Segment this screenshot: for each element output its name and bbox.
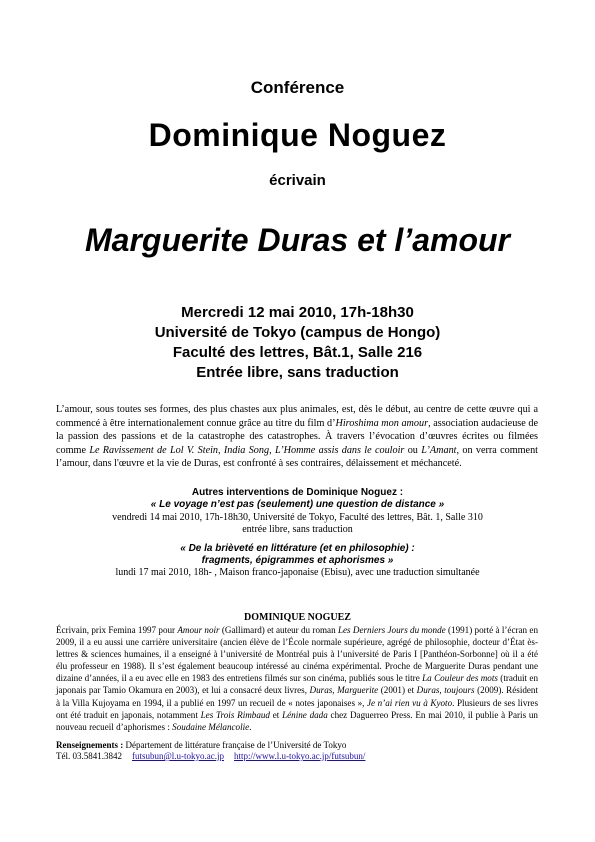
talk1-title: « Le voyage n’est pas (seulement) une question de distance »: [150, 499, 445, 511]
bio-heading: DOMINIQUE NOGUEZ: [244, 612, 351, 623]
website-link[interactable]: http://www.l.u-tokyo.ac.jp/futsubun/: [234, 751, 366, 761]
abstract-separator: ou: [404, 444, 422, 456]
book-title: Duras, Marguerite: [309, 685, 379, 696]
talk1-admission: entrée libre, sans traduction: [242, 524, 353, 536]
bio-text: Écrivain, prix Femina 1997 pour: [56, 625, 178, 635]
book-title: Les Derniers Jours du monde: [337, 625, 446, 635]
abstract-work-title: Le Ravissement de Lol V. Stein: [89, 444, 219, 456]
book-title: Amour noir: [177, 625, 220, 635]
bio-text: chez Daguerreo Press. En mai 2010, il publie à Paris un nouveau recueil d’aphorismes :: [56, 709, 538, 732]
talk2-title-cont: fragments, épigrammes et aphorismes »: [201, 555, 394, 567]
talk2-details: lundi 17 mai 2010, 18h- , Maison franco-japonaise (Ebisu), avec une traduction simultanée: [115, 567, 480, 579]
contact-line: [56, 751, 538, 762]
contact-label: Renseignements :: [56, 740, 124, 750]
abstract-work-title: L’Homme assis dans le couloir: [274, 444, 405, 456]
book-title: Soudaine Mélancolie: [172, 721, 250, 732]
abstract-paragraph: [56, 403, 538, 471]
abstract-work-title: L’Amant: [421, 444, 457, 456]
book-title: Duras, toujours: [416, 685, 475, 696]
bio-text: (Gallimard) et auteur du roman: [219, 625, 338, 635]
abstract-separator: ,: [218, 444, 224, 456]
bio-text: (traduit en japonais par Tamio Okamura en 2003), et lui a consacré deux livres,: [56, 673, 538, 696]
abstract-separator: ,: [269, 444, 275, 456]
book-title: Je n’ai rien vu à Kyoto: [366, 697, 453, 708]
event-date: Mercredi 12 mai 2010, 17h-18h30: [181, 304, 414, 321]
bio-text: et: [269, 709, 283, 720]
abstract-text: L’amour, sous toutes ses formes, des plus chastes aux plus animales, est, dès le début, au centre de cette œuvre qui a commencé à être internationalement connue grâce au titre du film d’: [56, 404, 538, 429]
email-link[interactable]: futsubun@l.u-tokyo.ac.jp: [132, 751, 225, 761]
abstract-text: , on verra comment l’amour, dans l'œuvre et la vie de Duras, est confronté à ses contraires, délaissement et méchanceté.: [56, 444, 539, 470]
speaker-role: écrivain: [269, 172, 326, 189]
bio-text: .: [249, 721, 252, 732]
bio-paragraph: [56, 624, 538, 733]
bio-text: . Plusieurs de ses livres ont été traduit en japonais, notamment: [56, 697, 538, 720]
bio-text: (2001) et: [378, 685, 417, 696]
conference-title: Marguerite Duras et l’amour: [85, 222, 510, 258]
talk2-title: « De la brièveté en littérature (et en philosophie) :: [180, 542, 415, 554]
abstract-text: , association audacieuse de la passion des passions et de la catastrophe des catastrophes. À travers l’évocation d’œuvres écrites ou filmées comme: [56, 417, 538, 456]
bio-text: (1991) porté à l’écran en 2009, il a eu aussi une carrière universitaire (ancien élève de l’École normale supérieure, agrégé de philosophie, docteur d’État ès-lettres & sciences humaines, il a enseigné à l’université de Montréal puis à l’université de Paris I [Panthéon-Sorbonne] où il a été élu professeur en 1988). Il s’est également beaucoup intéressé au cinéma expérimental. Proche de Marguerite Duras pendant une dizaine d’années, il a eu avec elle en 1983 des entretiens filmés sur son cinéma, publiés sous le titre: [56, 625, 538, 684]
bio-text: (2009). Résident à la Villa Kujoyama en 1994, il a publié en 1997 un recueil de « notes japonaises »,: [56, 685, 539, 708]
event-admission: Entrée libre, sans traduction: [196, 364, 399, 381]
other-talks-heading: Autres interventions de Dominique Noguez :: [191, 487, 404, 498]
contact-line: [56, 740, 538, 751]
contact-department: Département de littérature française de l’Université de Tokyo: [123, 740, 347, 750]
event-details: [0, 303, 595, 383]
contact-info: [56, 740, 538, 762]
abstract-work-title: India Song: [223, 444, 270, 456]
book-title: Lénine dada: [282, 709, 328, 720]
talk1-details: vendredi 14 mai 2010, 17h-18h30, Université de Tokyo, Faculté des lettres, Bât. 1, Salle 310: [112, 511, 483, 523]
event-room: Faculté des lettres, Bât.1, Salle 216: [172, 344, 423, 361]
event-venue: Université de Tokyo (campus de Hongo): [154, 324, 441, 341]
contact-phone: Tél. 03.5841.3842: [56, 751, 122, 761]
speaker-name: Dominique Noguez: [148, 117, 447, 153]
other-talks: [0, 487, 595, 580]
abstract-film-title: Hiroshima mon amour: [335, 417, 429, 429]
conference-kicker: Conférence: [250, 78, 345, 97]
book-title: La Couleur des mots: [422, 673, 498, 684]
book-title: Les Trois Rimbaud: [200, 709, 270, 720]
